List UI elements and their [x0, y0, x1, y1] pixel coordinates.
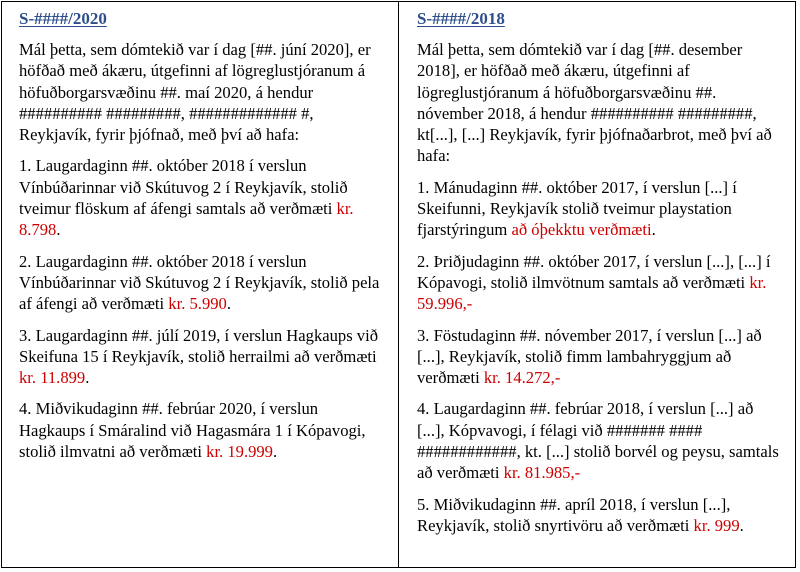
charge-item: 4. Laugardaginn ##. febrúar 2018, í verslun [...] að [...], Kópvavogi, í félagi við ####### #### ############, kt. [...] stolið borvél og peysu, samtals að verðmæti kr. 81.985,-: [417, 399, 779, 483]
indictment-intro: Mál þetta, sem dómtekið var í dag [##. desember 2018], er höfðað með ákæru, útgefinni af lögreglustjóranum á höfuðborgarsvæðinu ##. nóvember 2018, á hendur ########## #########, kt[...], [...] Reykjavík, fyrir þjófnaðarbrot, með því að hafa:: [417, 40, 772, 166]
indictment-intro: Mál þetta, sem dómtekið var í dag [##. júní 2020], er höfðað með ákæru, útgefinni af lögreglustjóranum á höfuðborgarsvæðinu ##. maí 2020, á hendur ########## #########, ############# #, Reykjavík, fyrir þjófnað, með því að hafa:: [19, 40, 371, 145]
charge-item: 3. Föstudaginn ##. nóvember 2017, í verslun [...] að [...], Reykjavík, stolið fimm lambahryggjum að verðmæti kr. 14.272,-: [417, 325, 762, 388]
amount: kr. 59.996,-: [417, 272, 767, 314]
amount: kr. 11.899: [19, 368, 86, 388]
amount: kr. 81.985,-: [503, 463, 581, 483]
amount: kr. 5.990: [168, 294, 227, 314]
case-column-2020: [2, 2, 399, 567]
amount: kr. 14.272,-: [483, 368, 561, 388]
amount: að óþekktu verðmæti: [511, 220, 652, 240]
charge-item: 2. Laugardaginn ##. október 2018 í verslun Vínbúðarinnar við Skútuvog 2 í Reykjavík, stolið pela af áfengi að verðmæti kr. 5.990.: [19, 251, 380, 314]
case-number-title: S-####/2018: [417, 9, 505, 28]
charge-item: 4. Miðvikudaginn ##. febrúar 2020, í verslun Hagkaups í Smáralind við Hagasmára 1 í Kópavogi, stolið ilmvatni að verðmæti kr. 19.999.: [19, 399, 366, 462]
amount: kr. 8.798: [19, 199, 354, 240]
comparison-table: [1, 1, 796, 568]
charge-item: 1. Mánudaginn ##. október 2017, í verslun [...] í Skeifunni, Reykjavík stolið tveimur playstation fjarstýringum að óþekktu verðmæti.: [417, 177, 737, 240]
charge-item: 2. Þriðjudaginn ##. október 2017, í verslun [...], [...] í Kópavogi, stolið ilmvötnum samtals að verðmæti kr. 59.996,-: [417, 251, 771, 314]
case-number-title: S-####/2020: [19, 9, 107, 28]
charge-item: 1. Laugardaginn ##. október 2018 í verslun Vínbúðarinnar við Skútuvog 2 í Reykjavík, stolið tveimur flöskum af áfengi samtals að verðmæti kr. 8.798.: [19, 156, 354, 240]
amount: kr. 999: [693, 515, 740, 535]
charge-item: 3. Laugardaginn ##. júlí 2019, í verslun Hagkaups við Skeifuna 15 í Reykjavík, stolið herrailmi að verðmæti kr. 11.899.: [19, 325, 379, 388]
case-column-2018: [399, 2, 794, 567]
amount: kr. 19.999: [206, 442, 273, 462]
charge-item: 5. Miðvikudaginn ##. apríl 2018, í verslun [...], Reykjavík, stolið snyrtivöru að verðmæti kr. 999.: [417, 494, 744, 535]
